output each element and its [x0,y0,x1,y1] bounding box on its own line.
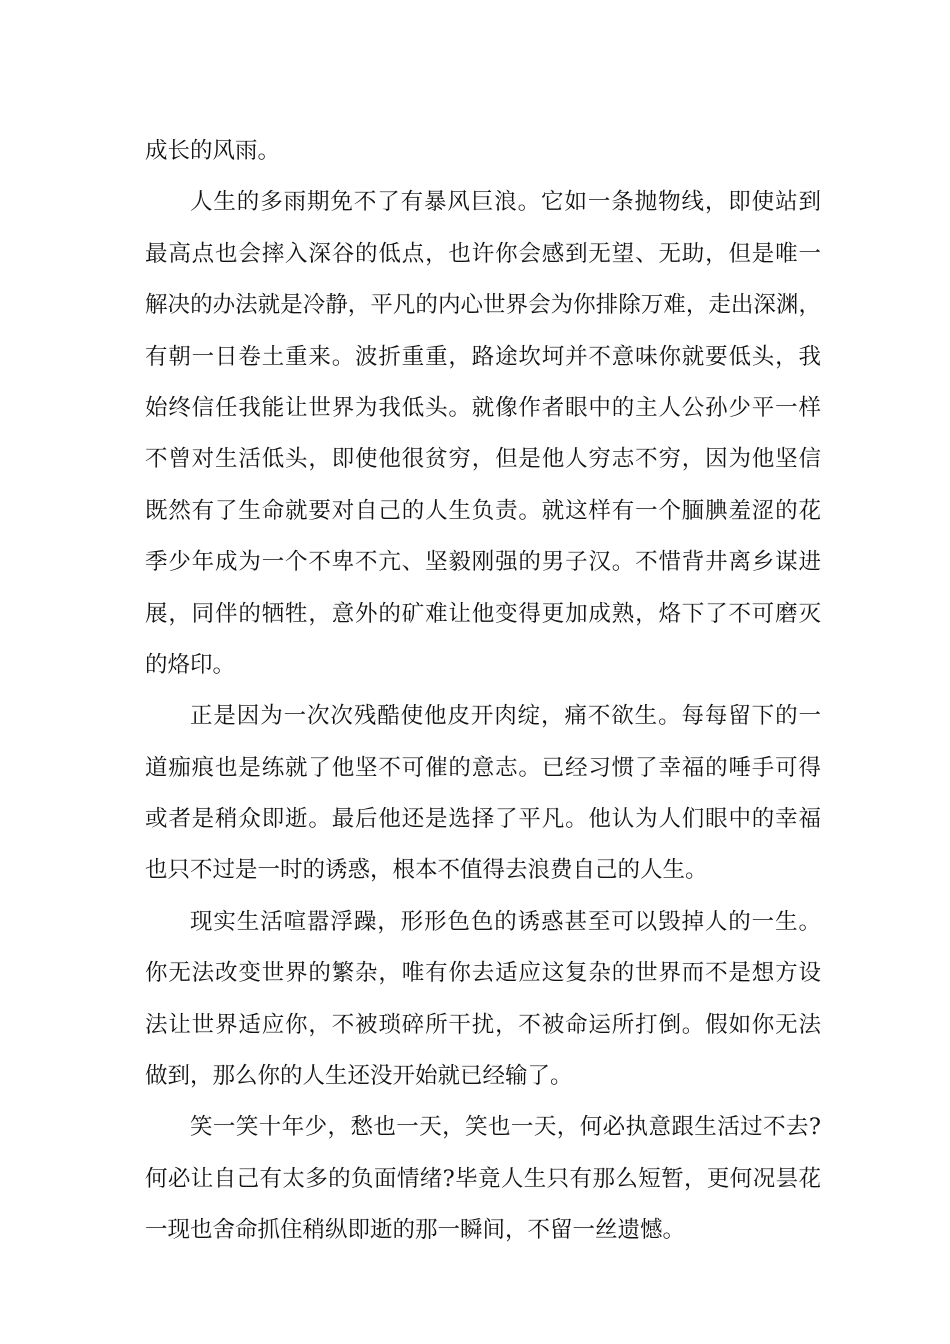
text-line: 法让世界适应你，不被琐碎所干扰，不被命运所打倒。假如你无法 [145,1011,821,1038]
text-line: 成长的风雨。 [145,138,281,164]
text-line: 最高点也会摔入深谷的低点，也许你会感到无望、无助，但是唯一 [145,240,821,267]
text-line: 现实生活喧嚣浮躁，形形色色的诱惑甚至可以毁掉人的一生。 [190,908,821,935]
text-line: 或者是稍众即逝。最后他还是选择了平凡。他认为人们眼中的幸福 [145,806,821,833]
text-line: 何必让自己有太多的负面情绪?毕竟人生只有那么短暂，更何况昙花 [145,1165,821,1192]
text-line: 季少年成为一个不卑不亢、坚毅刚强的男子汉。不惜背井离乡谋进 [145,549,821,576]
text-line: 有朝一日卷土重来。波折重重，路途坎坷并不意味你就要低头，我 [145,343,821,370]
text-line: 不曾对生活低头，即使他很贫穷，但是他人穷志不穷，因为他坚信 [145,446,821,473]
text-line: 你无法改变世界的繁杂，唯有你去适应这复杂的世界而不是想方设 [145,960,821,987]
text-line: 的烙印。 [145,651,236,678]
text-line: 解决的办法就是冷静，平凡的内心世界会为你排除万难，走出深渊， [145,292,821,319]
text-line: 人生的多雨期免不了有暴风巨浪。它如一条抛物线，即使站到 [190,189,821,216]
text-line: 始终信任我能让世界为我低头。就像作者眼中的主人公孙少平一样 [145,394,821,421]
text-line: 道痂痕也是练就了他坚不可催的意志。已经习惯了幸福的唾手可得 [145,754,821,781]
text-line: 做到，那么你的人生还没开始就已经输了。 [145,1063,573,1090]
text-line: 一现也舍命抓住稍纵即逝的那一瞬间，不留一丝遗憾。 [145,1217,686,1244]
text-line: 也只不过是一时的诱惑，根本不值得去浪费自己的人生。 [145,857,708,884]
text-line: 笑一笑十年少，愁也一天，笑也一天，何必执意跟生活过不去? [190,1114,821,1141]
text-line: 正是因为一次次残酷使他皮开肉绽，痛不欲生。每每留下的一 [190,703,821,730]
text-line: 既然有了生命就要对自己的人生负责。就这样有一个腼腆羞涩的花 [145,497,821,524]
text-line: 展，同伴的牺牲，意外的矿难让他变得更加成熟，烙下了不可磨灭 [145,600,821,627]
document-body [145,126,821,1257]
